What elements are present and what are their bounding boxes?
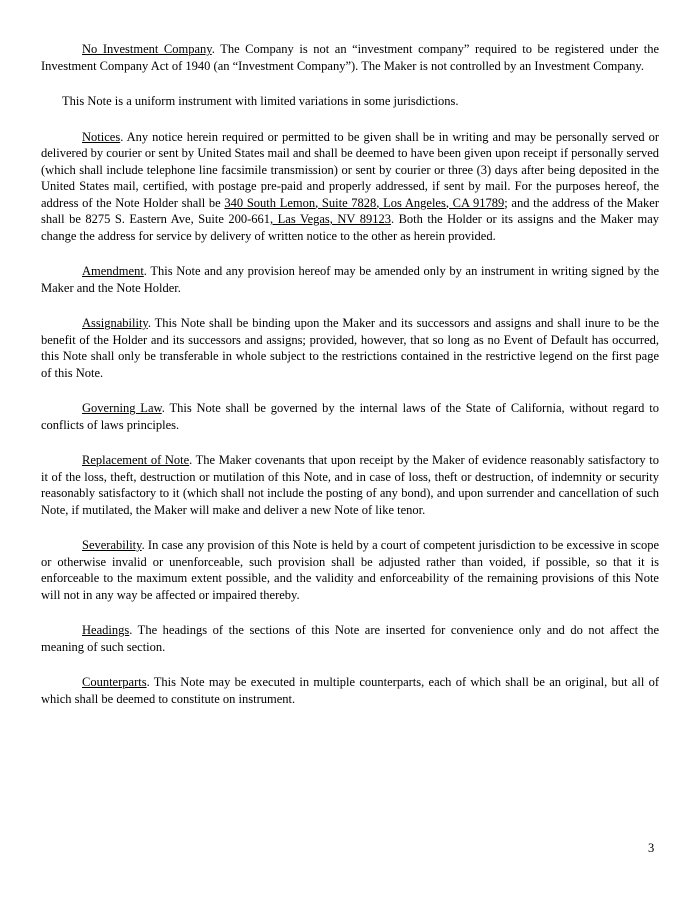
section-body: . Any notice herein required or permitted to be given shall be in writing and may be personally served or delivered by courier or sent by United States mail and shall be deemed to have been given upon receipt if personally served (which shall include telephone line facsimile transmission) or sent by courier or three (3) days after being deposited in the United States mail, certified, with postage pre-paid and properly addressed, if sent by mail. For the purposes hereof, the address of the Note Holder shall be [41,129,659,210]
section-body: . This Note shall be governed by the internal laws of the State of California, without regard to conflicts of laws principles. [41,401,659,432]
section-body: . In case any provision of this Note is held by a court of competent jurisdiction to be excessive in scope or otherwise invalid or unenforceable, such provision shall be adjusted rather than voided, if possible, so that it is enforceable to the maximum extent possible, and the validity and enforceability of the remaining provisions of this Note will not in any way be affected or impaired thereby. [41,538,659,602]
section-heading: Assignability [82,316,148,330]
section-body: . This Note and any provision hereof may be amended only by an instrument in writing signed by the Maker and the Note Holder. [41,264,659,295]
section-body: . This Note may be executed in multiple counterparts, each of which shall be an original, but all of which shall be deemed to constitute on instrument. [41,675,659,706]
section-counterparts [41,674,659,707]
section-assignability [41,315,659,381]
section-uniform-instrument [41,93,659,110]
section-body: . The headings of the sections of this Note are inserted for convenience only and do not affect the meaning of such section. [41,623,659,654]
section-governing-law [41,400,659,433]
section-replacement-of-note [41,452,659,518]
section-body: ; and the address of the Maker shall be 8275 S. Eastern Ave, Suite 200-661 [41,195,659,226]
section-heading: Headings [82,623,130,637]
section-heading: Replacement of Note [82,453,190,467]
section-headings [41,622,659,655]
section-body: This Note is a uniform instrument with limited variations in some jurisdictions. [62,94,459,108]
section-heading: Notices [82,129,121,144]
section-body: . Both the Holder or its assigns and the Maker may change the address for service by delivery of written notice to the other as herein provided. [41,212,660,243]
section-amendment [41,263,659,296]
section-body: . The Maker covenants that upon receipt by the Maker of evidence reasonably satisfactory to it of the loss, theft, destruction or mutilation of this Note, and in case of loss, theft or destruction, of indemnity or security reasonably satisfactory to it (which shall not include the posting of any bond), and upon surrender and cancellation of such Note, if mutilated, the Maker will make and deliver a new Note of like tenor. [41,453,659,517]
maker-address-tail: , Las Vegas, NV 89123 [270,212,391,226]
section-no-investment-company [41,41,659,74]
section-heading: Severability [82,538,142,552]
section-heading: Amendment [82,264,144,278]
document-page [41,41,659,726]
section-heading: Governing Law [82,401,162,415]
section-severability [41,537,659,603]
section-body: . The Company is not an “investment company” required to be registered under the Investment Company Act of 1940 (an “Investment Company”). The Maker is not controlled by an Investment Company. [41,42,659,73]
page-number: 3 [648,841,655,855]
holder-address: 340 South Lemon, Suite 7828, Los Angeles, CA 91789 [224,195,505,210]
section-heading: Counterparts [82,675,147,689]
section-body: . This Note shall be binding upon the Maker and its successors and assigns and shall inure to be the benefit of the Holder and its successors and assigns; provided, however, that so long as no Event of Default has occurred, this Note shall only be transferable in whole subject to the restrictions contained in the restrictive legend on the first page of this Note. [41,316,659,380]
section-heading: No Investment Company [82,42,212,56]
section-notices [41,129,659,245]
